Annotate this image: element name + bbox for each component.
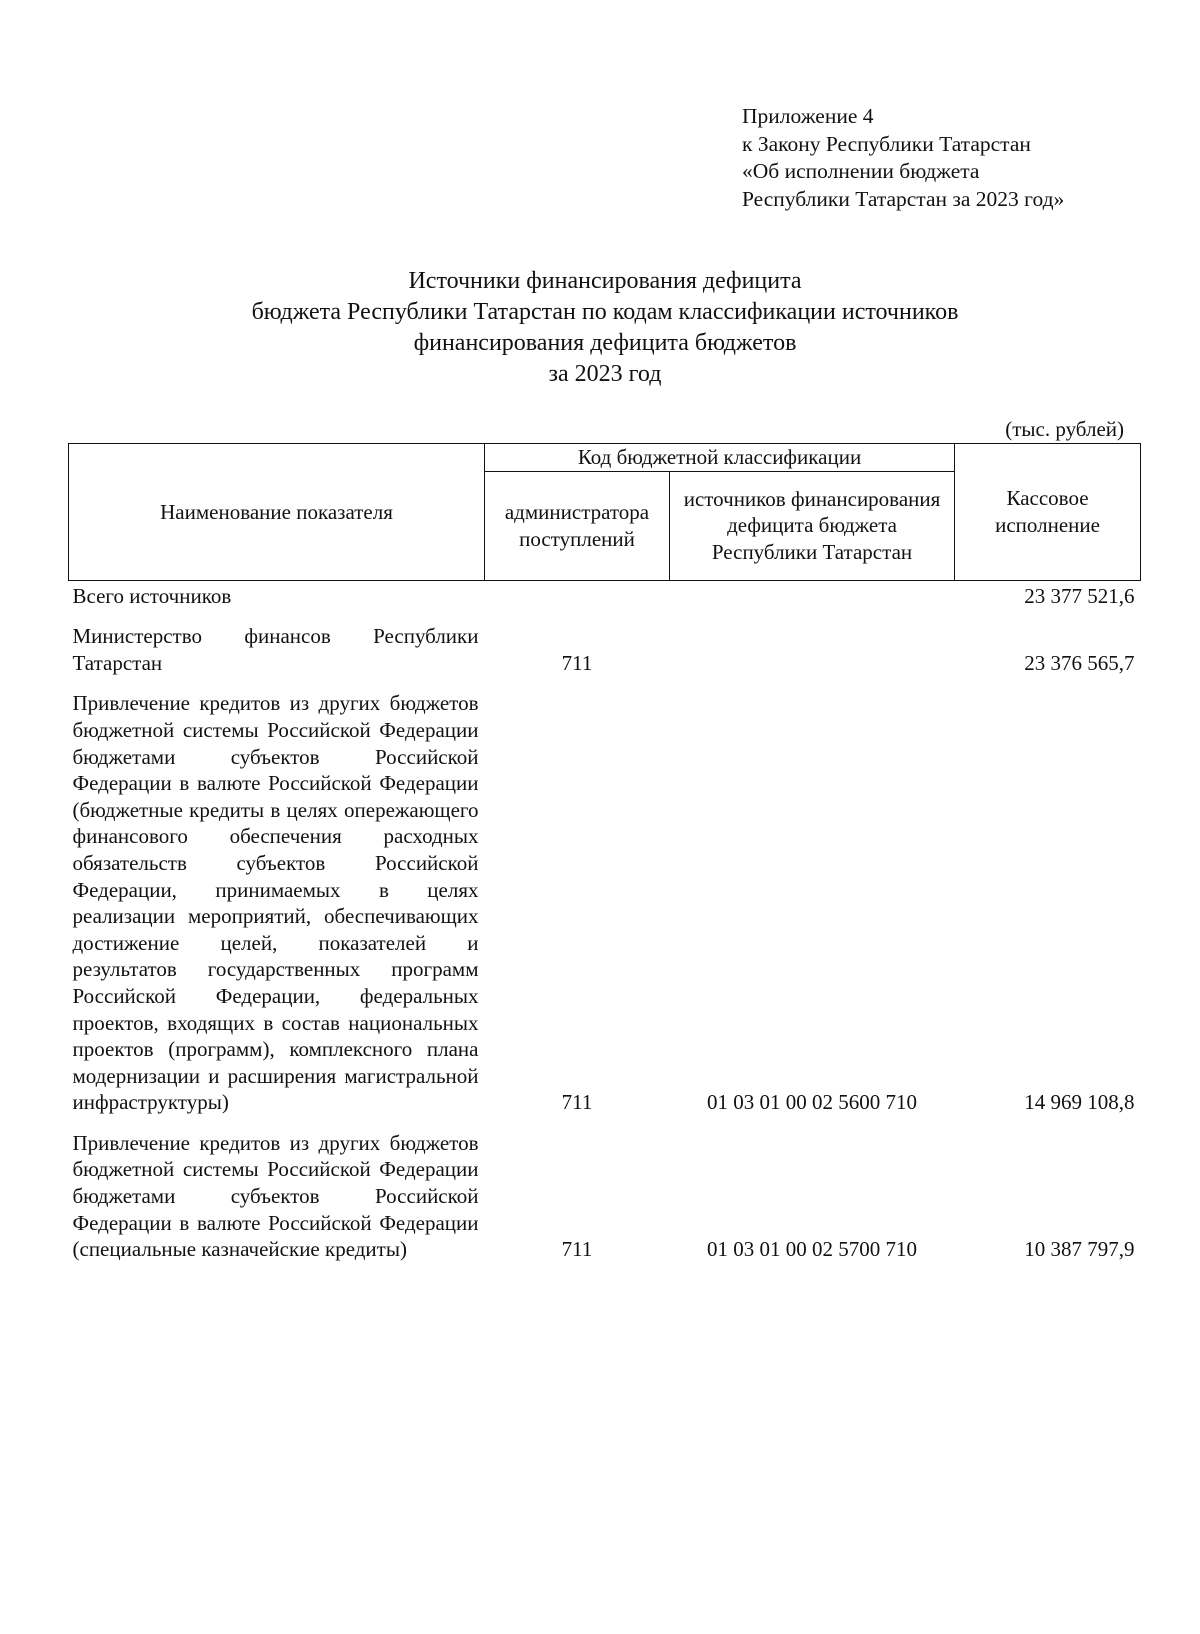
row-admin: 711	[561, 1237, 593, 1262]
appendix-line: Приложение 4	[742, 104, 874, 128]
title-line: финансирования дефицита бюджетов	[413, 330, 797, 356]
title-line: Источники финансирования дефицита	[408, 268, 802, 294]
row-code: 01 03 01 00 02 5600 710	[707, 1090, 917, 1115]
table-row	[69, 609, 1141, 676]
appendix-note	[742, 103, 1064, 213]
header-execution: Кассовое исполнение	[955, 444, 1141, 581]
header-source: источников финансирования дефицита бюджета Республики Татарстан	[670, 471, 955, 580]
table-row	[69, 676, 1141, 1116]
row-admin: 711	[561, 1090, 593, 1115]
appendix-line: «Об исполнении бюджета	[742, 159, 980, 183]
units-label: (тыс. рублей)	[1005, 417, 1124, 441]
table-row	[69, 1116, 1141, 1263]
row-amount: 23 377 521,6	[1024, 583, 1135, 608]
document-title	[100, 266, 1110, 390]
row-amount: 23 376 565,7	[1024, 650, 1135, 675]
row-name: Привлечение кредитов из других бюджетов бюджетной системы Российской Федерации бюджетами субъектов Российской Федерации в валюте Российской Федерации (бюджетные кредиты в целях опережающего финансового обеспечения расходных обязательств субъектов Российской Федерации, принимаемых в целях реализации мероприятий, обеспечивающих достижение целей, показателей и результатов государственных программ Российской Федерации, федеральных проектов, входящих в состав национальных проектов (программ), комплексного плана модернизации и расширения магистральной инфраструктуры)	[72, 691, 479, 1115]
row-name: Всего источников	[72, 583, 232, 608]
appendix-line: Республики Татарстан за 2023 год»	[742, 186, 1065, 211]
appendix-line: к Закону Республики Татарстан	[742, 131, 1031, 156]
title-line: за 2023 год	[548, 361, 662, 387]
header-name: Наименование показателя	[69, 444, 485, 581]
row-admin: 711	[561, 650, 593, 675]
row-name: Министерство финансов Республики Татарстан	[72, 624, 479, 675]
row-amount: 14 969 108,8	[1024, 1090, 1135, 1115]
table-row	[69, 580, 1141, 609]
sources-table	[68, 443, 1141, 1263]
header-admin: администратора поступлений	[485, 471, 670, 580]
row-code	[670, 580, 955, 609]
row-code	[670, 609, 955, 676]
header-code-group: Код бюджетной классификации	[485, 444, 955, 472]
row-admin	[485, 580, 670, 609]
row-amount: 10 387 797,9	[1024, 1237, 1135, 1262]
row-code: 01 03 01 00 02 5700 710	[707, 1237, 917, 1262]
title-line: бюджета Республики Татарстан по кодам классификации источников	[251, 299, 959, 325]
row-name: Привлечение кредитов из других бюджетов бюджетной системы Российской Федерации бюджетами субъектов Российской Федерации в валюте Российской Федерации (специальные казначейские кредиты)	[72, 1130, 479, 1262]
